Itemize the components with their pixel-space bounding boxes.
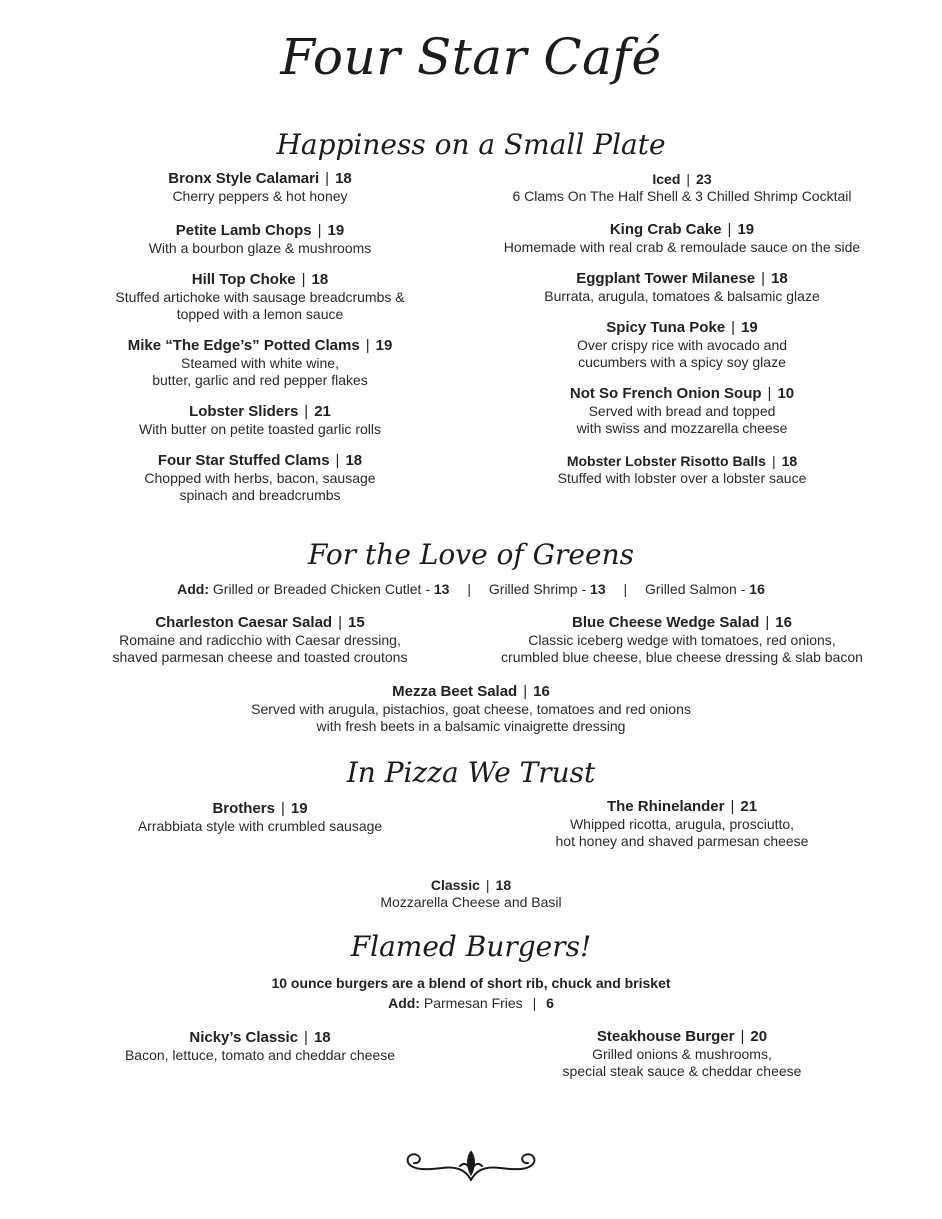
menu-item-name: Iced | 23	[652, 171, 712, 187]
menu-item-classic-pizza: Classic | 18 Mozzarella Cheese and Basil	[380, 877, 562, 910]
menu-item-description: Homemade with real crab & remoulade sauce on the side	[503, 239, 861, 255]
menu-item-description: Burrata, arugula, tomatoes & balsamic glaze	[544, 288, 820, 304]
menu-item	[462, 452, 902, 487]
menu-item-description: Chopped with herbs, bacon, sausage	[144, 470, 376, 486]
menu-item	[60, 271, 460, 323]
greens-add-line: Add: Grilled or Breaded Chicken Cutlet - 13 | Grilled Shrimp - 13 | Grilled Salmon - 16	[177, 581, 765, 597]
menu-item	[60, 170, 460, 205]
menu-item-rhinelander: The Rhinelander | 21 Whipped ricotta, arugula, prosciutto, hot honey and shaved parmesan cheese	[555, 798, 809, 849]
menu-item-description: butter, garlic and red pepper flakes	[152, 372, 368, 388]
menu-item	[462, 170, 902, 205]
menu-item	[462, 221, 902, 256]
menu-item-name: Spicy Tuna Poke | 19	[606, 319, 758, 336]
menu-item-wedge: Blue Cheese Wedge Salad | 16 Classic iceberg wedge with tomatoes, red onions, crumbled blue cheese, blue cheese dressing & slab bacon	[501, 614, 863, 665]
menu-item-name: Lobster Sliders | 21	[189, 403, 331, 420]
section-title-small-plate: Happiness on a Small Plate	[276, 128, 666, 161]
menu-item-caesar: Charleston Caesar Salad | 15 Romaine and radicchio with Caesar dressing, shaved parmesan cheese and toasted croutons	[112, 614, 408, 665]
menu-item	[60, 337, 460, 389]
menu-item-description: 6 Clams On The Half Shell & 3 Chilled Shrimp Cocktail	[512, 188, 852, 204]
menu-item-beet-salad: Mezza Beet Salad | 16 Served with arugula, pistachios, goat cheese, tomatoes and red onions with fresh beets in a balsamic vinaigrette dressing	[251, 683, 691, 734]
burger-add-line: Add: Parmesan Fries | 6	[388, 995, 554, 1011]
add-option-salmon: Grilled Salmon - 16	[645, 581, 765, 597]
menu-item-name: Hill Top Choke | 18	[191, 271, 329, 288]
menu-item-description: cucumbers with a spicy soy glaze	[578, 354, 786, 370]
add-option-chicken: Grilled or Breaded Chicken Cutlet - 13	[212, 581, 450, 597]
menu-item	[60, 452, 460, 504]
menu-item-name: King Crab Cake | 19	[609, 221, 755, 238]
add-label: Add:	[177, 581, 209, 597]
menu-item	[462, 385, 902, 437]
menu-item	[462, 270, 902, 305]
menu-item-description: With butter on petite toasted garlic rolls	[138, 421, 381, 437]
menu-item-name: Bronx Style Calamari | 18	[168, 170, 352, 187]
menu-item-brothers: Brothers | 19 Arrabbiata style with crumbled sausage	[137, 800, 383, 834]
menu-item-name: Four Star Stuffed Clams | 18	[157, 452, 363, 469]
menu-item	[462, 319, 902, 371]
menu-item-description: Steamed with white wine,	[181, 355, 339, 371]
section-title-pizza: In Pizza We Trust	[346, 756, 596, 789]
menu-item-description: With a bourbon glaze & mushrooms	[148, 240, 372, 256]
menu-item-name: Eggplant Tower Milanese | 18	[576, 270, 788, 287]
section-title-greens: For the Love of Greens	[308, 538, 634, 571]
burger-note: 10 ounce burgers are a blend of short rib, chuck and brisket	[271, 975, 671, 991]
menu-item-description: spinach and breadcrumbs	[179, 487, 341, 503]
add-option-shrimp: Grilled Shrimp - 13	[488, 581, 606, 597]
menu-item-description: Stuffed artichoke with sausage breadcrumbs &	[115, 289, 405, 305]
menu-item-description: Cherry peppers & hot honey	[172, 188, 348, 204]
flourish-ornament	[400, 1144, 542, 1184]
menu-item-name: Mike “The Edge’s” Potted Clams | 19	[127, 337, 393, 354]
menu-item	[60, 222, 460, 257]
section-title-burgers: Flamed Burgers!	[350, 930, 592, 963]
menu-item-nickys-classic: Nicky’s Classic | 18 Bacon, lettuce, tomato and cheddar cheese	[124, 1029, 396, 1063]
menu-item-steakhouse-burger: Steakhouse Burger | 20 Grilled onions & mushrooms, special steak sauce & cheddar cheese	[562, 1028, 802, 1079]
menu-title: Four Star Café	[280, 28, 662, 86]
menu-item	[60, 403, 460, 438]
menu-item-description: Served with bread and topped	[588, 403, 776, 419]
menu-item-description: topped with a lemon sauce	[176, 306, 344, 322]
menu-item-name: Petite Lamb Chops | 19	[175, 222, 345, 239]
menu-item-name: Mobster Lobster Risotto Balls | 18	[566, 453, 798, 469]
menu-item-description: Over crispy rice with avocado and	[576, 337, 788, 353]
menu-item-description: with swiss and mozzarella cheese	[576, 420, 788, 436]
menu-item-name: Not So French Onion Soup | 10	[569, 385, 795, 402]
menu-item-description: Stuffed with lobster over a lobster sauce	[557, 470, 807, 486]
